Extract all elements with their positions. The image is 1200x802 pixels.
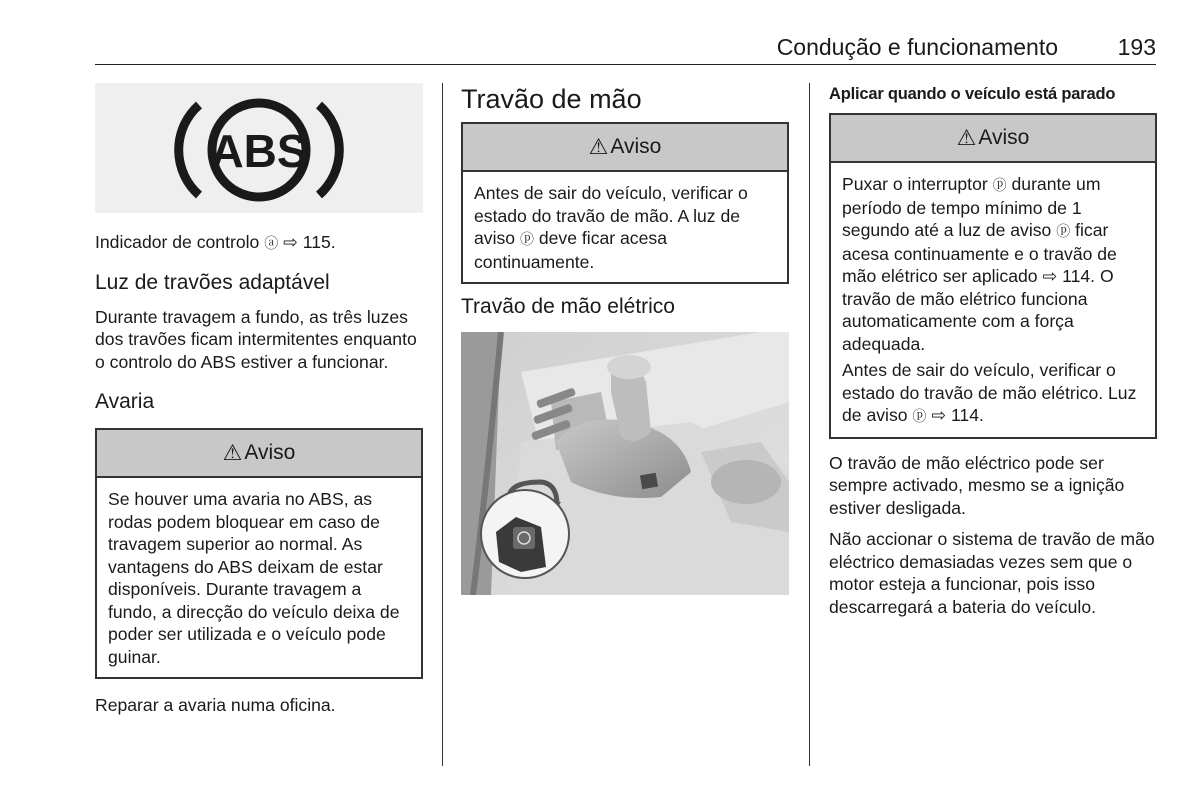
warning-triangle-icon: ⚠: [956, 125, 977, 150]
warning-text: Antes de sair do veículo, verificar o estado do travão de mão. A luz de aviso ⓟ deve ficar acesa continuamente.: [474, 183, 748, 272]
warning-text-check: Antes de sair do veículo, verificar o estado do travão de mão elétrico. Luz de aviso ⓟ ⇨ 114.: [842, 360, 1137, 425]
warning-box: [829, 113, 1157, 439]
repair-paragraph: Reparar a avaria numa oficina.: [95, 695, 336, 715]
page-reference: 114.: [950, 405, 984, 425]
heading-apply-when-stopped: Aplicar quando o veículo está parado: [829, 85, 1116, 103]
page-ref-arrow-icon: ⇨: [931, 405, 947, 425]
page-number: 193: [1117, 34, 1156, 60]
warning-triangle-icon: ⚠: [588, 134, 609, 159]
heading-parking-brake: Travão de mão: [461, 84, 642, 114]
heading-electric-parking-brake: Travão de mão elétrico: [461, 295, 675, 318]
warning-header: ⚠ Aviso: [463, 124, 787, 172]
column-middle: [461, 83, 789, 595]
abs-light-icon: [95, 83, 423, 213]
center-console-illustration: [461, 332, 789, 595]
page-reference: 115.: [302, 232, 336, 252]
column-left: [95, 83, 423, 717]
parking-symbol-icon: ⓟ: [519, 231, 534, 247]
warning-box: [95, 428, 423, 679]
page-reference: 114.: [1062, 266, 1096, 286]
warning-text: Se houver uma avaria no ABS, as rodas podem bloquear em caso de travagem superior ao normal. As vantagens do ABS deixam de estar disponíveis. Durante travagem a fundo, a direcção do veículo deixa de poder ser utilizada e o veículo pode guinar.: [108, 489, 400, 667]
abs-warning-light-figure: [95, 83, 423, 213]
adaptive-brake-light-paragraph: Durante travagem a fundo, as três luzes dos travões ficam intermitentes enquanto o controlo do ABS estiver a funcionar.: [95, 306, 417, 372]
column-divider: [809, 83, 810, 766]
parking-symbol-icon: ⓟ: [1056, 223, 1071, 239]
parking-symbol-icon: ⓟ: [912, 408, 927, 424]
warning-box: [461, 122, 789, 284]
page-ref-arrow-icon: ⇨: [283, 232, 298, 252]
warning-triangle-icon: ⚠: [222, 440, 243, 465]
warning-header: ⚠ Aviso: [831, 115, 1155, 163]
parking-symbol-icon: ⓟ: [992, 177, 1007, 193]
warning-text-apply: Puxar o interruptor ⓟ durante um período de tempo mínimo de 1 segundo até a luz de aviso ⓟ ficar acesa continuamente e o travão de mão elétrico ser aplicado ⇨ 114. O travão de mão elétrico funciona automaticamente com a força adequada.: [842, 174, 1117, 354]
page-header: [95, 34, 1156, 65]
battery-caution-paragraph: Não accionar o sistema de travão de mão eléctrico demasiadas vezes sem que o motor esteja a funcionar, pois isso descarregará a bateria do veículo.: [829, 529, 1155, 617]
abs-label: ABS: [210, 125, 308, 177]
section-title: Condução e funcionamento: [776, 34, 1058, 60]
page-ref-arrow-icon: ⇨: [1042, 266, 1058, 286]
electric-parking-brake-photo: [461, 332, 789, 595]
indicator-paragraph: Indicador de controlo ⓐ ⇨ 115.: [95, 232, 336, 252]
column-right: [829, 83, 1157, 618]
abs-symbol-icon: ⓐ: [264, 235, 279, 251]
activation-paragraph: O travão de mão eléctrico pode ser sempre activado, mesmo se a ignição estiver desligada.: [829, 452, 1125, 518]
column-divider: [442, 83, 443, 766]
heading-adaptive-brake-light: Luz de travões adaptável: [95, 270, 330, 294]
heading-fault: Avaria: [95, 390, 155, 413]
warning-header: ⚠ Aviso: [97, 430, 421, 478]
